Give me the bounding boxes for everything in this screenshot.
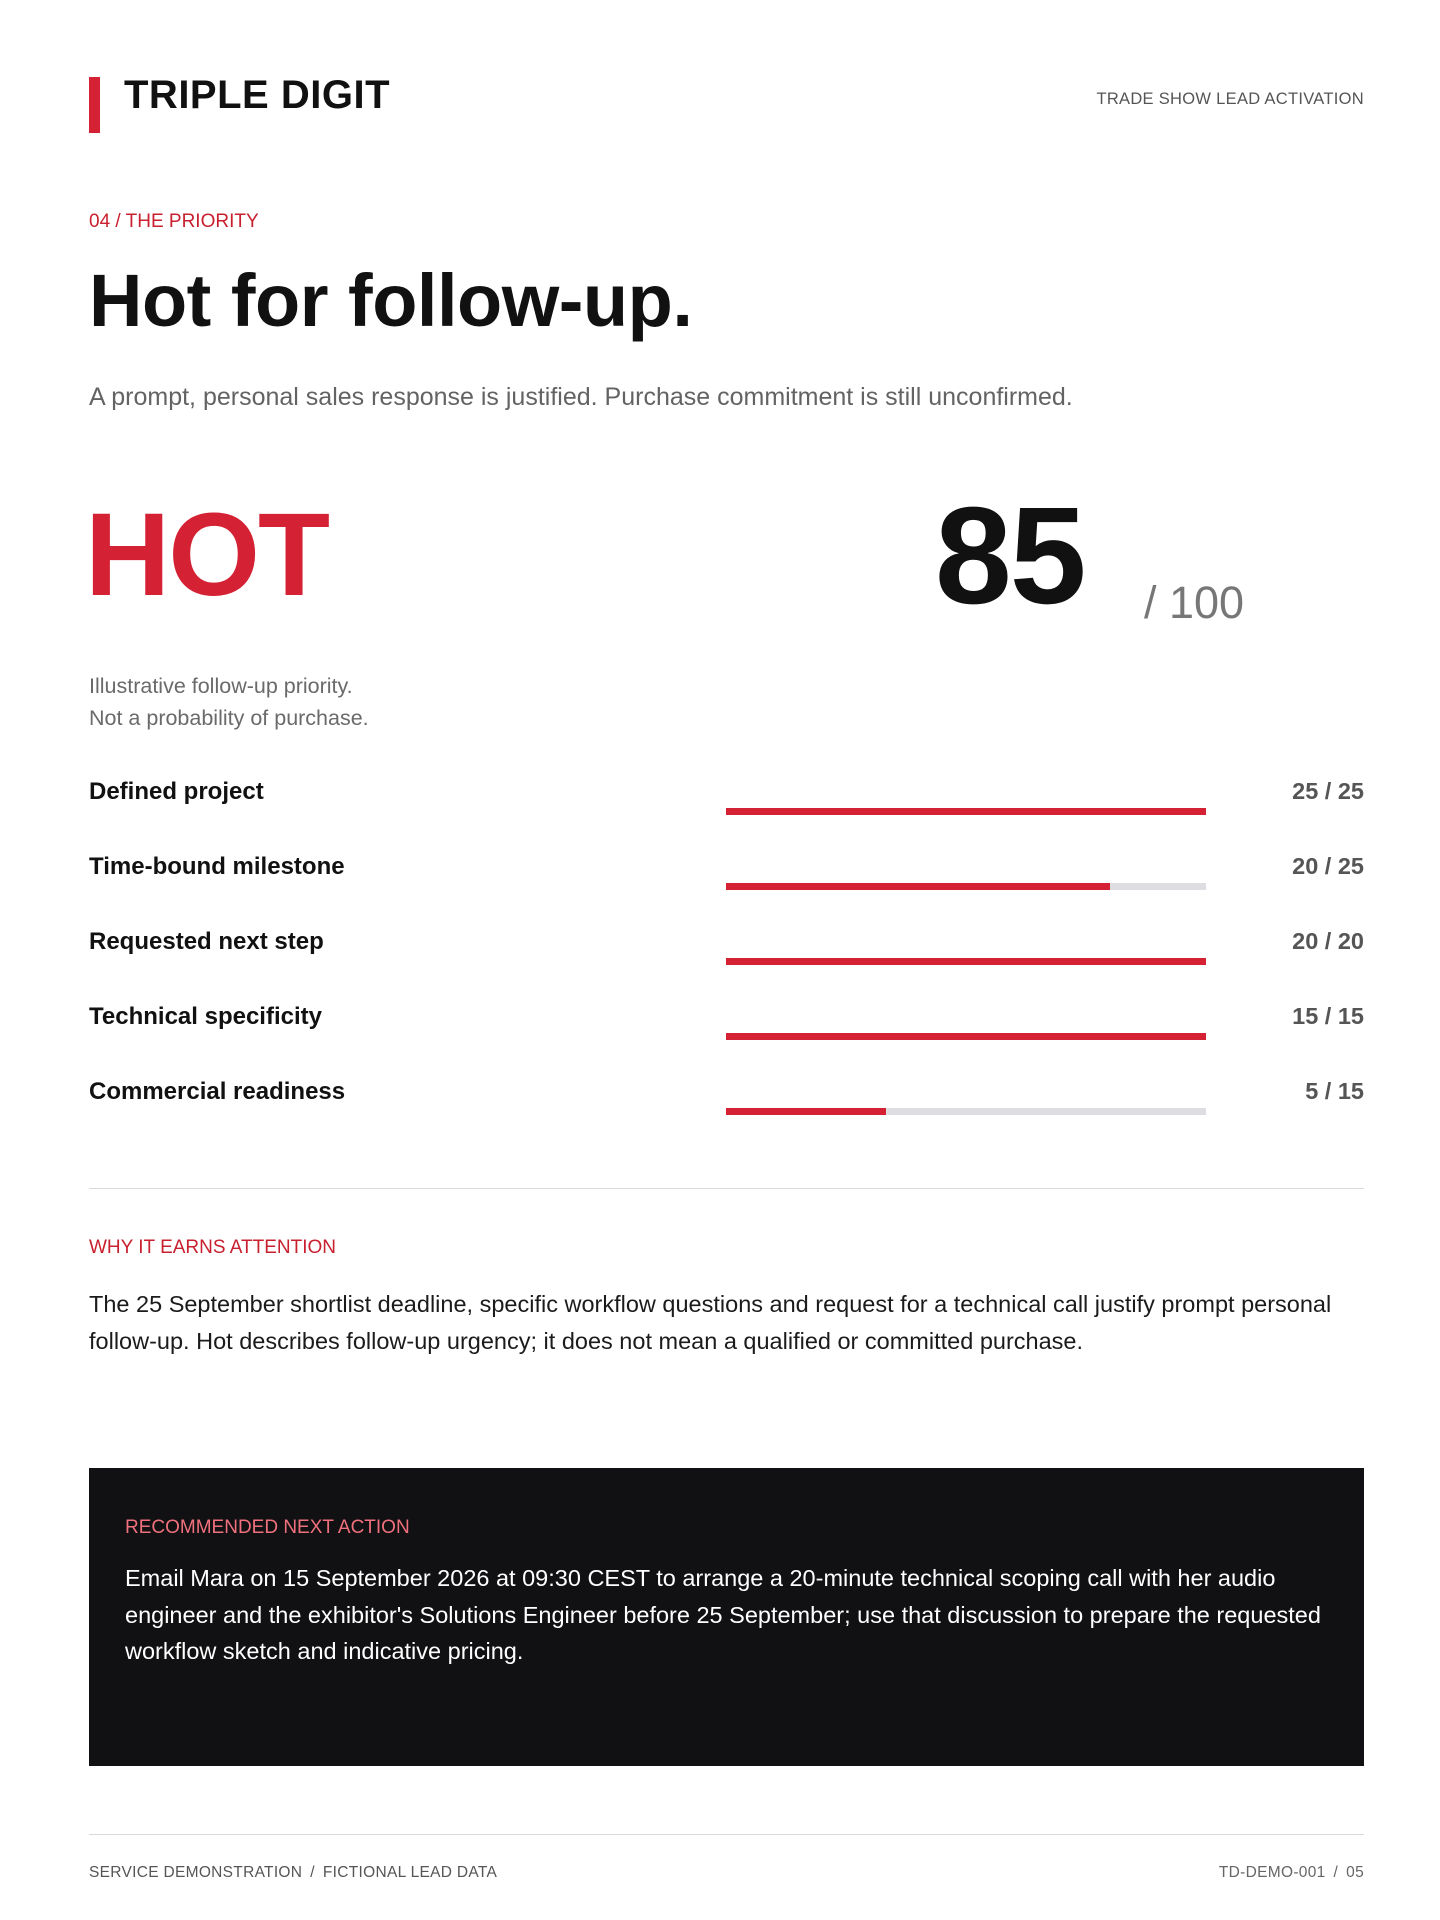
metric-bar-fill: [726, 1108, 886, 1115]
metric-score: 25 / 25: [1292, 778, 1364, 804]
next-action-body: Email Mara on 15 September 2026 at 09:30 CEST to arrange a 20-minute technical scoping call with her audio engineer and the exhibitor's Solutions Engineer before 25 September; use that discussion to prepare the requested workflow sketch and indicative pricing.: [125, 1565, 1321, 1664]
next-action-eyebrow: RECOMMENDED NEXT ACTION: [125, 1517, 410, 1538]
document-id: TD-DEMO-001: [1218, 1864, 1326, 1881]
footer-right: [1219, 1864, 1364, 1882]
metric-bar-track: [726, 883, 1206, 890]
section-eyebrow: 04 / THE PRIORITY: [89, 211, 259, 232]
page-number: 05: [1346, 1864, 1364, 1881]
footer-divider: [89, 1834, 1364, 1835]
score-note-line-1: Illustrative follow-up priority.: [89, 674, 353, 698]
metric-score: 20 / 20: [1292, 928, 1364, 954]
metric-bar-fill: [726, 883, 1110, 890]
page: [85, 0, 1364, 1920]
metric-bar-track: [726, 1108, 1206, 1115]
score-value: 85: [935, 479, 1085, 633]
why-eyebrow: WHY IT EARNS ATTENTION: [89, 1237, 337, 1258]
metric-label: Technical specificity: [89, 1003, 322, 1030]
metric-row: [89, 853, 1364, 928]
page-subtitle: A prompt, personal sales response is justified. Purchase commitment is still unconfirmed.: [89, 383, 1073, 411]
metric-label: Defined project: [89, 778, 264, 805]
score-note-line-2: Not a probability of purchase.: [89, 706, 369, 730]
footer-label-a: SERVICE DEMONSTRATION: [89, 1864, 303, 1881]
metric-label: Time-bound milestone: [89, 853, 345, 880]
footer-separator: /: [310, 1864, 315, 1881]
metric-label: Commercial readiness: [89, 1078, 346, 1105]
header-tagline: TRADE SHOW LEAD ACTIVATION: [1096, 90, 1364, 108]
metric-bar-track: [726, 1033, 1206, 1040]
brand-accent-bar: [89, 77, 100, 133]
metric-score: 20 / 25: [1292, 853, 1364, 879]
metric-score: 5 / 15: [1305, 1078, 1364, 1104]
score-note: [89, 670, 369, 734]
brand-logo: TRIPLE DIGIT: [124, 73, 390, 117]
metric-bar-track: [726, 958, 1206, 965]
metric-label: Requested next step: [89, 928, 324, 955]
metric-bar-fill: [726, 808, 1206, 815]
metric-row: [89, 1078, 1364, 1153]
priority-rating: HOT: [85, 489, 329, 621]
next-action-panel: [89, 1468, 1364, 1766]
metric-row: [89, 1003, 1364, 1078]
score-max: / 100: [1144, 577, 1245, 628]
metric-row: [89, 928, 1364, 1003]
footer-separator: /: [1333, 1864, 1339, 1881]
footer-left: [89, 1864, 497, 1882]
metric-bar-fill: [726, 958, 1206, 965]
metric-bar-fill: [726, 1033, 1206, 1040]
footer-label-b: FICTIONAL LEAD DATA: [322, 1864, 498, 1881]
page-title: Hot for follow-up.: [89, 259, 693, 342]
metric-score: 15 / 15: [1292, 1003, 1364, 1029]
score-breakdown: [89, 778, 1364, 1153]
divider: [89, 1188, 1364, 1189]
metric-bar-track: [726, 808, 1206, 815]
why-body: The 25 September shortlist deadline, specific workflow questions and request for a technical call justify prompt personal follow-up. Hot describes follow-up urgency; it does not mean a qualified or committed purchase.: [89, 1291, 1332, 1354]
metric-row: [89, 778, 1364, 853]
